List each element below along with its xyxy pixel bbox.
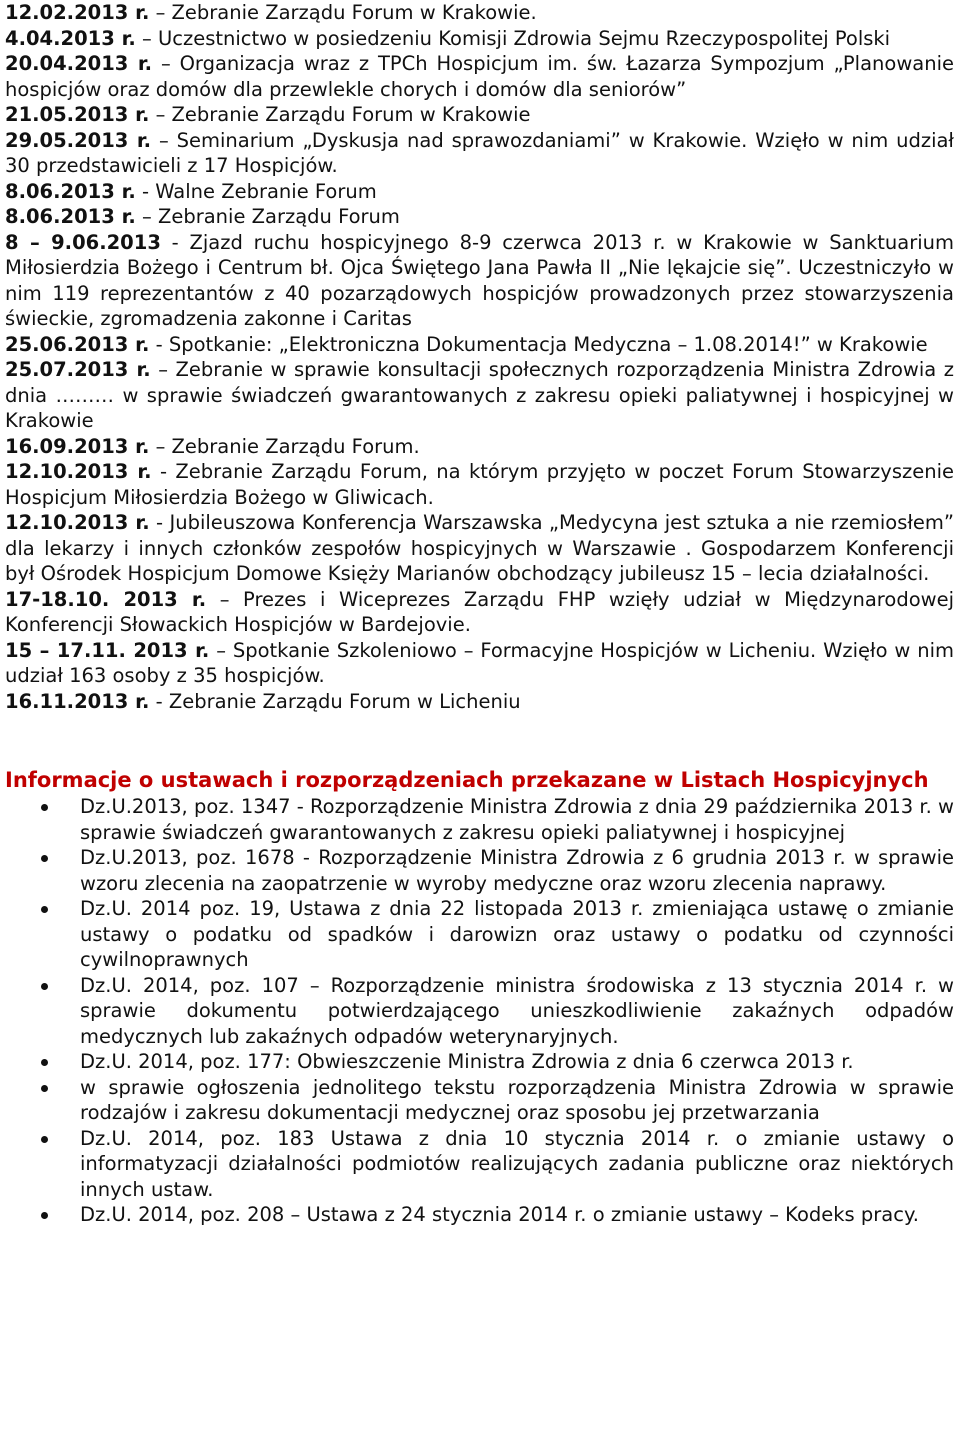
- event-text: – Zebranie w sprawie konsultacji społecznych rozporządzenia Ministra Zdrowia z dnia ……… w sprawie świadczeń gwarantowanych z zakresu opieki paliatywnej i hospicyjnej w Krakowie: [5, 358, 954, 432]
- events-list: [5, 0, 954, 714]
- bullet-icon: [41, 1212, 48, 1219]
- bullet-icon: [41, 1059, 48, 1066]
- bullet-icon: [41, 855, 48, 862]
- event-item: [5, 204, 954, 230]
- bullet-icon: [41, 983, 48, 990]
- event-text: - Walne Zebranie Forum: [135, 179, 377, 203]
- event-text: - Zebranie Zarządu Forum, na którym przyjęto w poczet Forum Stowarzyszenie Hospicjum Miłosierdzia Bożego w Gliwicach.: [5, 460, 954, 509]
- event-text: - Zjazd ruchu hospicyjnego 8-9 czerwca 2013 r. w Krakowie w Sanktuarium Miłosierdzia Bożego i Centrum bł. Ojca Świętego Jana Pawła II „Nie lękajcie się”. Uczestniczyło w nim 119 reprezentantów z 40 pozarządowych hospicjów prowadzonych przez stowarzyszenia świeckie, zgromadzenia zakonne i Caritas: [5, 230, 954, 330]
- event-date: 12.10.2013 r.: [5, 511, 150, 534]
- event-text: - Spotkanie: „Elektroniczna Dokumentacja Medyczna – 1.08.2014!” w Krakowie: [149, 332, 928, 356]
- event-item: [5, 587, 954, 638]
- event-date: 20.04.2013 r.: [5, 52, 153, 75]
- section-spacer: [5, 714, 954, 766]
- event-date: 15 – 17.11. 2013 r.: [5, 638, 210, 662]
- law-item: [5, 845, 954, 896]
- law-text: Dz.U. 2014, poz. 177: Obwieszczenie Ministra Zdrowia z dnia 6 czerwca 2013 r.: [80, 1050, 854, 1073]
- law-text: Dz.U. 2014 poz. 19, Ustawa z dnia 22 listopada 2013 r. zmieniająca ustawę o zmianie ustawy o podatku od spadków i darowizn oraz ustawy o podatku od czynności cywilnoprawnych: [80, 897, 954, 971]
- event-item: [5, 0, 954, 26]
- event-text: – Zebranie Zarządu Forum: [135, 205, 400, 228]
- event-date: 12.02.2013 r.: [5, 1, 150, 24]
- event-item: [5, 179, 954, 205]
- event-item: [5, 638, 954, 689]
- event-item: [5, 357, 954, 434]
- event-date: 12.10.2013 r.: [5, 460, 152, 483]
- event-item: [5, 128, 954, 179]
- law-text: Dz.U. 2014, poz. 208 – Ustawa z 24 stycznia 2014 r. o zmianie ustawy – Kodeks pracy.: [80, 1203, 919, 1226]
- law-item: [5, 1202, 954, 1228]
- event-text: – Spotkanie Szkoleniowo – Formacyjne Hospicjów w Licheniu. Wzięło w nim udział 163 osoby z 35 hospicjów.: [5, 638, 954, 687]
- event-item: [5, 332, 954, 358]
- laws-list: [5, 794, 954, 1228]
- law-item: [5, 794, 954, 845]
- event-date: 8.06.2013 r.: [5, 179, 136, 203]
- law-item: [5, 1049, 954, 1075]
- law-text: Dz.U. 2014, poz. 107 – Rozporządzenie ministra środowiska z 13 stycznia 2014 r. w sprawie dokumentu potwierdzającego unieszkodliwienie zakaźnych odpadów medycznych lub zakaźnych odpadów weterynaryjnych.: [80, 973, 954, 1048]
- event-item: [5, 230, 954, 332]
- event-date: 25.07.2013 r.: [5, 358, 151, 381]
- law-item: [5, 1126, 954, 1203]
- law-text: Dz.U.2013, poz. 1678 - Rozporządzenie Ministra Zdrowia z 6 grudnia 2013 r. w sprawie wzoru zlecenia na zaopatrzenie w wyroby medyczne oraz wzoru zlecenia naprawy.: [80, 846, 954, 895]
- event-date: 16.11.2013 r.: [5, 689, 150, 713]
- event-date: 21.05.2013 r.: [5, 103, 150, 126]
- event-date: 25.06.2013 r.: [5, 332, 150, 356]
- law-item: [5, 973, 954, 1050]
- event-item: [5, 102, 954, 128]
- event-text: – Organizacja wraz z TPCh Hospicjum im. św. Łazarza Sympozjum „Planowanie hospicjów oraz domów dla przewlekle chorych i domów dla seniorów”: [5, 52, 954, 101]
- event-text: – Zebranie Zarządu Forum.: [149, 434, 420, 458]
- event-text: – Uczestnictwo w posiedzeniu Komisji Zdrowia Sejmu Rzeczypospolitej Polski: [135, 26, 891, 50]
- laws-heading: Informacje o ustawach i rozporządzeniach przekazane w Listach Hospicyjnych: [5, 768, 929, 792]
- bullet-icon: [41, 906, 48, 913]
- event-text: – Zebranie Zarządu Forum w Krakowie.: [149, 1, 537, 24]
- event-text: – Seminarium „Dyskusja nad sprawozdaniami” w Krakowie. Wzięło w nim udział 30 przedstawicieli z 17 Hospicjów.: [5, 128, 954, 177]
- bullet-icon: [41, 1085, 48, 1092]
- event-item: [5, 459, 954, 510]
- event-text: – Zebranie Zarządu Forum w Krakowie: [149, 103, 531, 126]
- event-item: [5, 26, 954, 52]
- law-item: [5, 1075, 954, 1126]
- bullet-icon: [41, 804, 48, 811]
- event-date: 4.04.2013 r.: [5, 26, 136, 50]
- event-item: [5, 510, 954, 587]
- bullet-icon: [41, 1136, 48, 1143]
- law-text: Dz.U. 2014, poz. 183 Ustawa z dnia 10 stycznia 2014 r. o zmianie ustawy o informatyzacji działalności podmiotów realizujących zadania publiczne oraz niektórych innych ustaw.: [80, 1126, 954, 1201]
- law-text: w sprawie ogłoszenia jednolitego tekstu rozporządzenia Ministra Zdrowia w sprawie rodzajów i zakresu dokumentacji medycznej oraz sposobu jej przetwarzania: [80, 1075, 954, 1124]
- law-text: Dz.U.2013, poz. 1347 - Rozporządzenie Ministra Zdrowia z dnia 29 października 2013 r. w sprawie świadczeń gwarantowanych z zakresu opieki paliatywnej i hospicyjnej: [80, 795, 954, 844]
- event-date: 8 – 9.06.2013: [5, 230, 161, 254]
- event-item: [5, 689, 954, 715]
- event-item: [5, 51, 954, 102]
- event-date: 16.09.2013 r.: [5, 434, 150, 458]
- event-text: - Jubileuszowa Konferencja Warszawska „Medycyna jest sztuka a nie rzemiosłem” dla lekarzy i innych członków zespołów hospicyjnych w Warszawie . Gospodarzem Konferencji był Ośrodek Hospicjum Domowe Księży Marianów obchodzący jubileusz 15 – lecia działalności.: [5, 511, 954, 585]
- event-text: – Prezes i Wiceprezes Zarządu FHP wzięły udział w Międzynarodowej Konferencji Słowackich Hospicjów w Bardejovie.: [5, 587, 954, 636]
- event-date: 29.05.2013 r.: [5, 128, 152, 152]
- event-text: - Zebranie Zarządu Forum w Licheniu: [149, 689, 521, 713]
- event-date: 17-18.10. 2013 r.: [5, 587, 207, 611]
- event-item: [5, 434, 954, 460]
- law-item: [5, 896, 954, 973]
- event-date: 8.06.2013 r.: [5, 205, 136, 228]
